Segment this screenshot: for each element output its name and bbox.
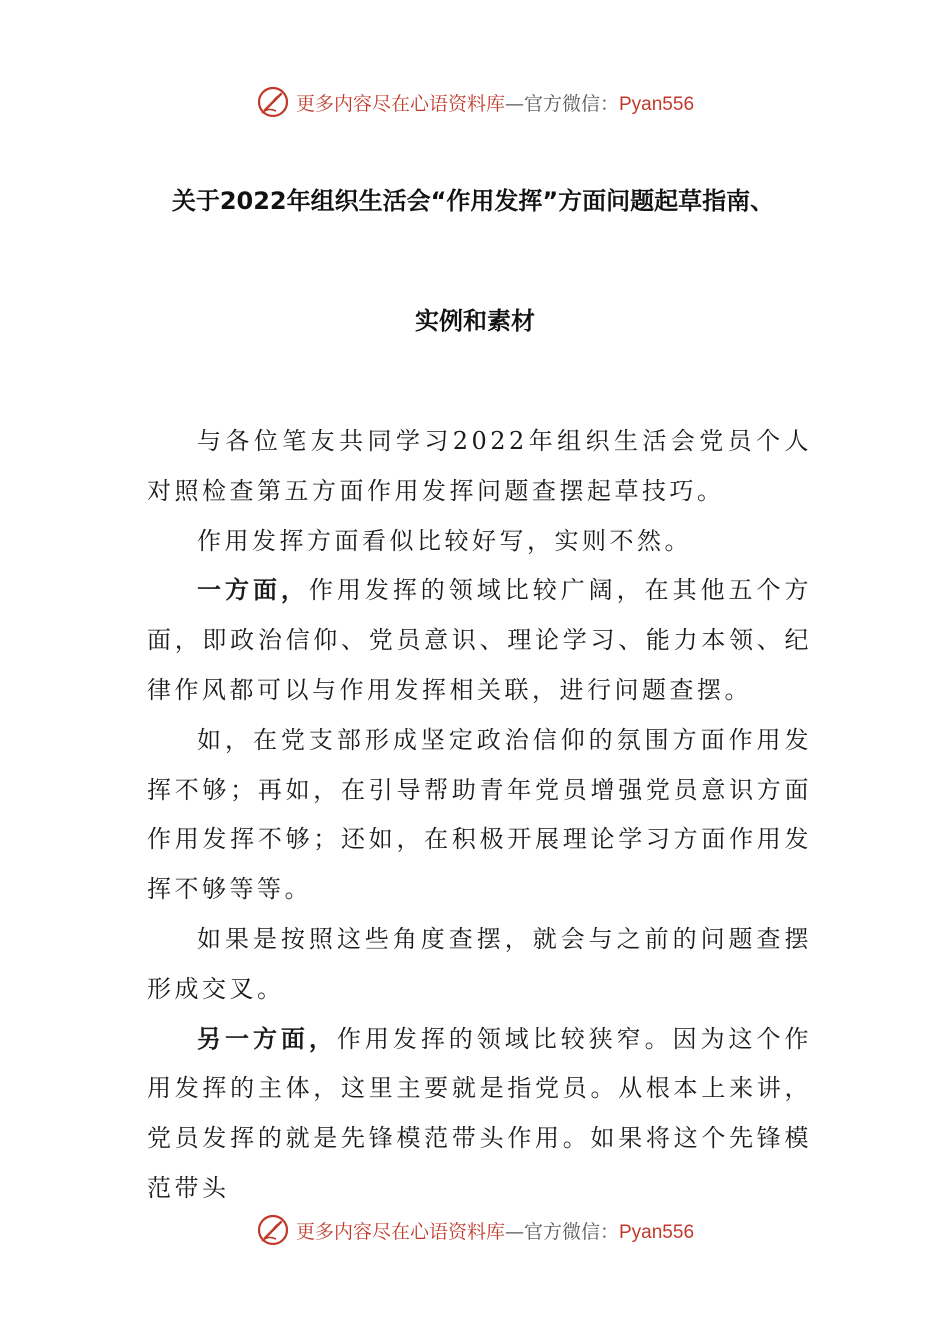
- quill-pen-logo-icon: [256, 85, 290, 119]
- paragraph-1: 与各位笔友共同学习2022年组织生活会党员个人对照检查第五方面作用发挥问题查摆起草技巧。: [147, 427, 812, 505]
- banner-main-text: 更多内容尽在心语资料库: [295, 92, 505, 115]
- paragraph-3-text: 作用发挥的领域比较广阔，在其他五个方面，即政治信仰、党员意识、理论学习、能力本领、纪律作风都可以与作用发挥相关联，进行问题查摆。: [147, 576, 813, 704]
- header-banner-text: [296, 89, 694, 116]
- footer-banner: [0, 1208, 950, 1252]
- paragraph-3: [147, 566, 812, 715]
- document-body: [147, 417, 812, 1214]
- document-title-line-2: 实例和素材: [415, 307, 535, 335]
- footer-banner-text: [296, 1217, 694, 1244]
- paragraph-4: 如，在党支部形成坚定政治信仰的氛围方面作用发挥不够；再如，在引导帮助青年党员增强党员意识方面作用发挥不够；还如，在积极开展理论学习方面作用发挥不够等等。: [147, 725, 812, 904]
- paragraph-6: [147, 1015, 812, 1214]
- quill-pen-logo-icon: [256, 1213, 290, 1247]
- banner-wechat-id: Pyan556: [619, 93, 695, 115]
- paragraph-6-lead: 另一方面，: [197, 1024, 337, 1053]
- paragraph-3-lead: 一方面，: [197, 576, 309, 605]
- paragraph-2: 作用发挥方面看似比较好写，实则不然。: [197, 526, 692, 555]
- banner-sub-text: —官方微信：: [504, 92, 619, 115]
- header-banner: [0, 80, 950, 124]
- paragraph-5: 如果是按照这些角度查摆，就会与之前的问题查摆形成交叉。: [147, 924, 812, 1003]
- document-title-line-1: 关于2022年组织生活会“作用发挥”方面问题起草指南、: [171, 187, 775, 215]
- paragraph-6-text: 作用发挥的领域比较狭窄。因为这个作用发挥的主体，这里主要就是指党员。从根本上来讲，党员发挥的就是先锋模范带头作用。如果将这个先锋模范带头: [147, 1024, 813, 1202]
- banner-sub-text: —官方微信：: [504, 1220, 619, 1243]
- banner-wechat-id: Pyan556: [619, 1221, 695, 1243]
- banner-main-text: 更多内容尽在心语资料库: [295, 1220, 505, 1243]
